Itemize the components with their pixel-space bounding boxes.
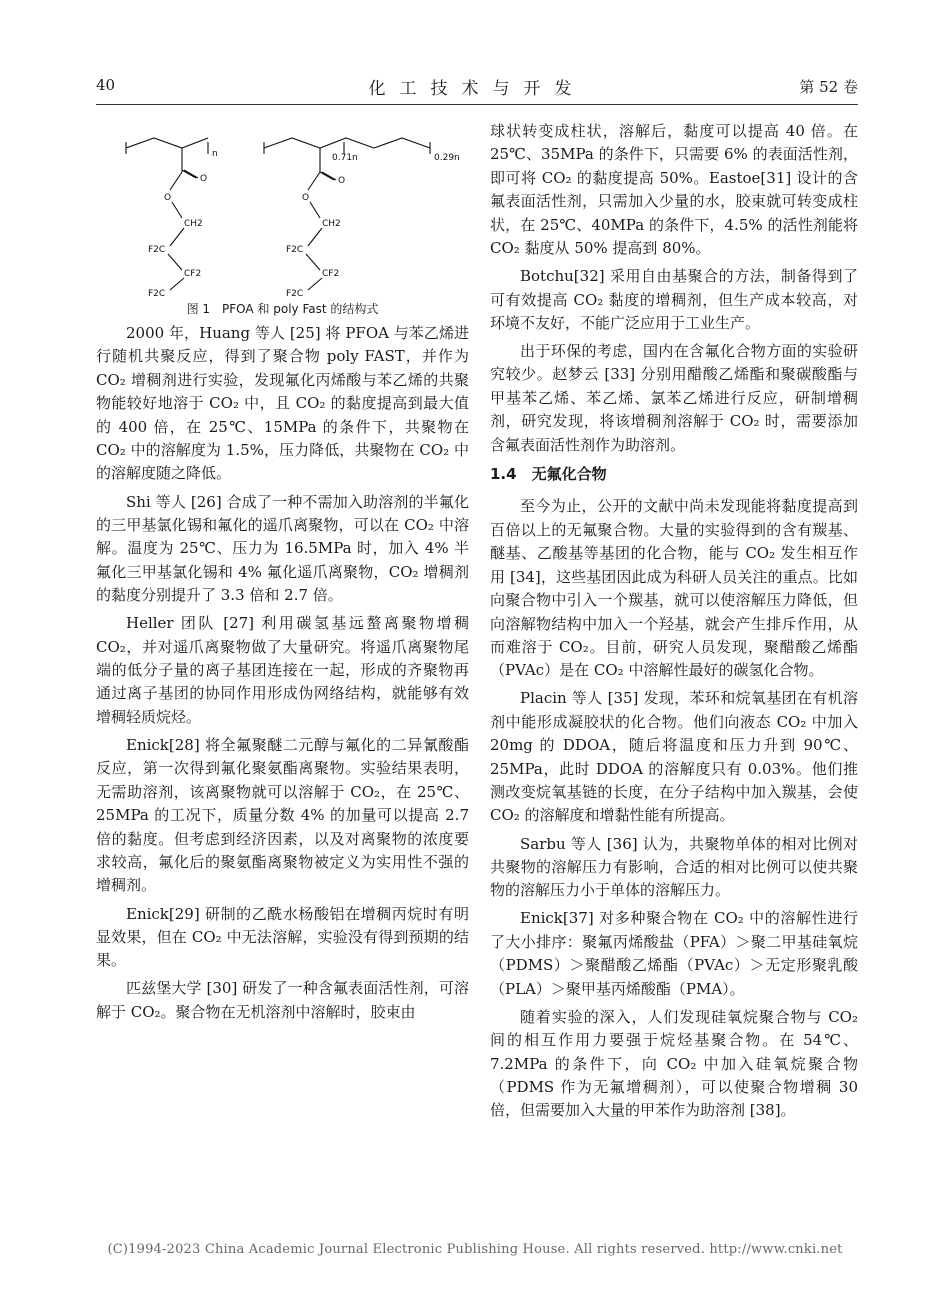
paragraph: Botchu[32] 采用自由基聚合的方法，制备得到了可有效提高 CO₂ 黏度的增稠剂，但生产成本较高，对环境不友好，不能广泛应用于工业生产。: [490, 267, 858, 332]
section-heading: 1.4 无氟化合物: [490, 465, 607, 484]
copyright-footer: (C)1994-2023 China Academic Journal Electronic Publishing House. All rights reserved. http://www.cnki.net: [107, 1242, 843, 1257]
polyfast-ester-o: O: [302, 193, 310, 203]
pfoa-f2c-2: F2C: [148, 289, 166, 299]
paragraph: Heller 团队 [27] 利用碳氢基远螯离聚物增稠 CO₂，并对遥爪离聚物做了大量研究。将遥爪离聚物尾端的低分子量的离子基团连接在一起，形成的齐聚物再通过离子基团的协同作用形成伪网络结构，就能够有效增稠轻质烷烃。: [96, 614, 469, 726]
polyfast-chain: [286, 254, 339, 299]
paragraph: Enick[37] 对多种聚合物在 CO₂ 中的溶解性进行了大小排序：聚氟丙烯酸盐（PFA）＞聚二甲基硅氧烷（PDMS）＞聚醋酸乙烯酯（PVAc）＞无定形聚乳酸（PLA）＞聚甲基丙烯酸酯（PMA）。: [490, 909, 858, 998]
volume-label: 第 52 卷: [799, 78, 858, 96]
polyfast-carbonyl-o: O: [338, 176, 346, 186]
journal-title: 化工技术与开发: [368, 79, 586, 99]
pfoa-cf2-1: CF2: [184, 269, 202, 279]
paragraph: 至今为止，公开的文献中尚未发现能将黏度提高到百倍以上的无氟聚合物。大量的实验得到的含有羰基、醚基、乙酸基等基团的化合物，能与 CO₂ 发生相互作用 [34]，这些基团因此成为科研人员关注的重点。比如向聚合物中引入一个羰基，就可以使溶解压力降低，但向溶解物结构中加入一个羟基，就会产生排斥作用，从而难溶于 CO₂。目前，研究人员发现，聚醋酸乙烯酯（PVAc）是在 CO₂ 中溶解性最好的碳氢化合物。: [490, 497, 858, 680]
right-column: [490, 120, 858, 1127]
pfoa-ch2: CH2: [184, 219, 203, 229]
paragraph: Placin 等人 [35] 发现，苯环和烷氧基团在有机溶剂中能形成凝胶状的化合物。他们向液态 CO₂ 中加入 20mg 的 DDOA，随后将温度和压力升到 90℃、25MPa，此时 DDOA 的溶解度只有 0.03%。他们推测改变烷氧基链的长度，在分子结构中加入羰基，会使 CO₂ 的溶解度和增黏性能有所提高。: [490, 689, 858, 825]
left-column: [96, 322, 469, 1029]
pfoa-carbonyl-o: O: [200, 174, 208, 184]
pfoa-f2c-1: F2C: [148, 245, 166, 255]
paragraph: 2000 年，Huang 等人 [25] 将 PFOA 与苯乙烯进行随机共聚反应，得到了聚合物 poly FAST，并作为 CO₂ 增稠剂进行实验，发现氟化丙烯酸与苯乙烯的共聚物能较好地溶于 CO₂ 中，且 CO₂ 的黏度提高到最大值的 400 倍，在 25℃、15MPa 的条件下，共聚物在 CO₂ 中的溶解度为 1.5%，压力降低，共聚物在 CO₂ 中的溶解度随之降低。: [96, 324, 469, 483]
figure-caption: 图 1 PFOA 和 poly Fast 的结构式: [186, 302, 379, 316]
paragraph: Shi 等人 [26] 合成了一种不需加入助溶剂的半氟化的三甲基氯化锡和氟化的遥爪离聚物，可以在 CO₂ 中溶解。温度为 25℃、压力为 16.5MPa 时，加入 4% 半氟化三甲基氯化锡和 4% 氟化遥爪离聚物，CO₂ 增稠剂的黏度分别提升了 3.3 倍和 2.7 倍。: [96, 492, 469, 605]
paragraph: Enick[28] 将全氟聚醚二元醇与氟化的二异氰酸酯反应，第一次得到氟化聚氨酯离聚物。实验结果表明，无需助溶剂，该离聚物就可以溶解于 CO₂，在 25℃、25MPa 的工况下，质量分数 4% 的加量可以提高 2.7 倍的黏度。但考虑到经济因素，以及对离聚物的浓度要求较高，氟化后的聚氨酯离聚物被定义为实用性不强的增稠剂。: [96, 735, 469, 895]
pfoa-structure: [126, 138, 218, 255]
polyfast-subscript-b: 0.29n: [434, 153, 460, 163]
paragraph: 匹兹堡大学 [30] 研发了一种含氟表面活性剂，可溶解于 CO₂。聚合物在无机溶剂中溶解时，胶束由: [96, 979, 469, 1021]
structure-figure: [96, 130, 469, 325]
paragraph: 球状转变成柱状，溶解后，黏度可以提高 40 倍。在 25℃、35MPa 的条件下，只需要 6% 的表面活性剂，即可将 CO₂ 的黏度提高 50%。Eastoe[31] 设计的含氟表面活性剂，只需加入少量的水，胶束就可转变成柱状，在 25℃、40MPa 的条件下，4.5% 的活性剂能将 CO₂ 黏度从 50% 提高到 80%。: [490, 122, 858, 258]
polyfast-ch2: CH2: [322, 219, 341, 229]
polyfast-structure: [264, 138, 460, 255]
pfoa-chain: [148, 254, 201, 299]
polyfast-subscript-a: 0.71n: [332, 153, 358, 163]
page-number: 40: [96, 76, 116, 94]
polyfast-cf2-1: CF2: [322, 269, 340, 279]
paragraph: Enick[29] 研制的乙酰水杨酸铝在增稠丙烷时有明显效果，但在 CO₂ 中无法溶解，实验没有得到预期的结果。: [96, 904, 469, 970]
paragraph: Sarbu 等人 [36] 认为，共聚物单体的相对比例对共聚物的溶解压力有影响，合适的相对比例可以使共聚物的溶解压力小于单体的溶解压力。: [490, 834, 858, 900]
page-header: [96, 74, 858, 105]
paragraph: 出于环保的考虑，国内在含氟化合物方面的实验研究较少。赵梦云 [33] 分别用醋酸乙烯酯和聚碳酸酯与甲基苯乙烯、苯乙烯、氯苯乙烯进行反应，研制增稠剂，研究发现，将该增稠剂溶解于 CO₂ 时，需要添加含氟表面活性剂作为助溶剂。: [490, 342, 858, 454]
chemical-structures: [96, 130, 469, 300]
pfoa-ester-o: O: [164, 193, 172, 203]
polyfast-f2c-2: F2C: [286, 289, 304, 299]
paragraph: 随着实验的深入，人们发现硅氧烷聚合物与 CO₂ 间的相互作用力要强于烷烃基聚合物。在 54℃、7.2MPa 的条件下，向 CO₂ 中加入硅氧烷聚合物（PDMS 作为无氟增稠剂），可以使聚合物增稠 30 倍，但需要加入大量的甲苯作为助溶剂 [38]。: [490, 1007, 858, 1120]
polyfast-f2c-1: F2C: [286, 245, 304, 255]
pfoa-subscript: n: [212, 149, 218, 159]
